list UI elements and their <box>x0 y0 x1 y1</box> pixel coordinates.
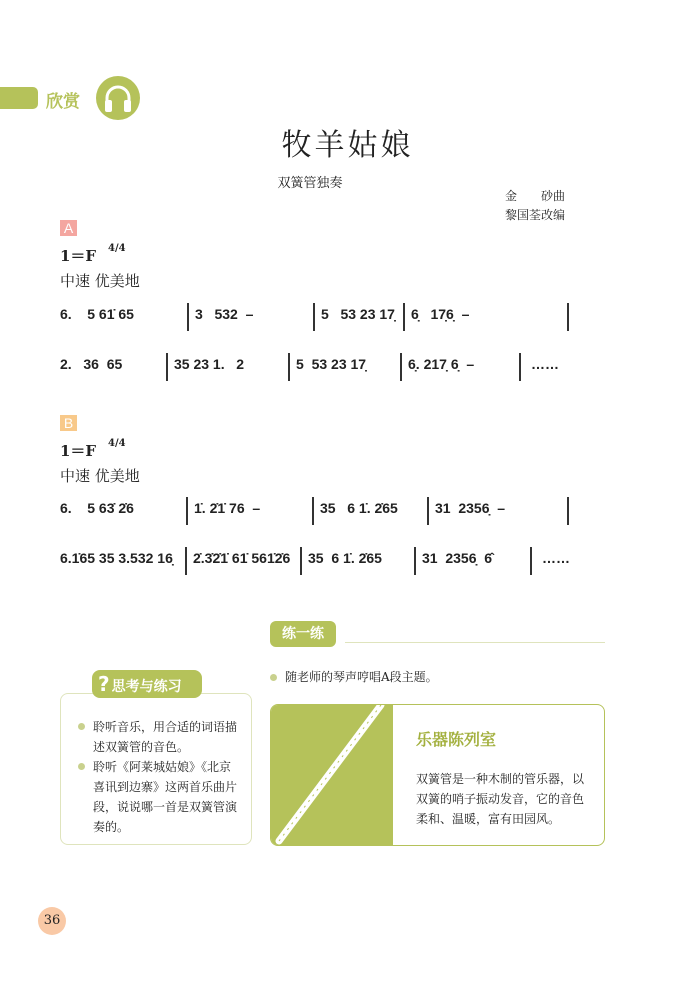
measure: 2̇.3̇2̇1̇ 61̇ 561̇2̇6 <box>193 550 291 566</box>
barline <box>185 547 187 575</box>
measure: 35 23 1. 2 <box>174 356 245 372</box>
headphone-icon <box>96 76 140 120</box>
barline <box>414 547 416 575</box>
instrument-title: 乐器陈列室 <box>416 730 497 749</box>
barline <box>300 547 302 575</box>
song-title: 牧羊姑娘 <box>281 128 414 163</box>
barline <box>312 497 314 525</box>
song-subtitle: 双簧管独奏 <box>277 176 343 191</box>
credits <box>505 187 565 225</box>
oboe-image <box>271 705 393 845</box>
measure: 6. 5 61̇ 65 <box>60 306 134 322</box>
page-number: 36 <box>38 907 66 935</box>
bullet-icon <box>78 723 85 730</box>
measure: 6. 5 63̇ 2̇6 <box>60 500 134 516</box>
barline <box>567 497 569 525</box>
barline <box>427 497 429 525</box>
continuation-mark: …… <box>542 550 570 566</box>
measure: 35 6 1̇. 2̇65 <box>320 500 398 516</box>
continuation-mark: …… <box>531 356 559 372</box>
barline <box>530 547 532 575</box>
measure: 31 2356̣ – <box>435 500 506 516</box>
time-signature: 4/4 <box>108 438 126 449</box>
question-icon: ? <box>98 672 110 696</box>
practice-item: 随老师的琴声哼唱A段主题。 <box>270 667 438 687</box>
barline <box>166 353 168 381</box>
think-list <box>78 717 238 837</box>
key-signature: 1＝F <box>60 442 97 460</box>
arranger: 黎国荃改编 <box>505 208 566 222</box>
barline <box>400 353 402 381</box>
barline <box>288 353 290 381</box>
measure: 5 53 23 17̣ <box>321 306 395 322</box>
tempo-marking: 中速 优美地 <box>60 467 140 485</box>
bullet-icon <box>78 763 85 770</box>
measure: 6.1̇65 35 3.532 16̣ <box>60 550 173 566</box>
think-heading: ? 思考与练习 <box>92 670 202 698</box>
measure: 5 53 23 17̣ <box>296 356 367 372</box>
barline <box>519 353 521 381</box>
practice-heading: 练一练 <box>270 621 336 647</box>
divider <box>345 642 605 643</box>
think-item: 聆听《阿莱城姑娘》《北京喜讯到边寨》这两首乐曲片段，说说哪一首是双簧管演奏的。 <box>78 757 238 837</box>
section-badge: B <box>60 415 77 431</box>
measure: 6̣. 217̣ 6̣ – <box>408 356 475 372</box>
section-label: 欣赏 <box>46 92 80 112</box>
measure: 3 532 – <box>195 306 254 322</box>
measure: 31 2356̣ 6̂ <box>422 550 493 566</box>
bullet-icon <box>270 674 277 681</box>
instrument-text: 双簧管是一种木制的管乐器，以双簧的哨子振动发音，它的音色柔和、温暖，富有田园风。 <box>416 772 585 826</box>
barline <box>186 497 188 525</box>
key-signature: 1＝F <box>60 247 97 265</box>
measure: 1̇. 2̇1̇ 76 – <box>194 500 261 516</box>
instrument-box <box>270 704 605 846</box>
think-item: 聆听音乐，用合适的词语描述双簧管的音色。 <box>78 717 238 757</box>
measure: 6̣ 17̣6̣ – <box>411 306 470 322</box>
barline <box>313 303 315 331</box>
time-signature: 4/4 <box>108 243 126 254</box>
tempo-marking: 中速 优美地 <box>60 272 140 290</box>
barline <box>403 303 405 331</box>
section-badge: A <box>60 220 77 236</box>
measure: 35 6 1̇. 2̇65 <box>308 550 382 566</box>
barline <box>187 303 189 331</box>
composer: 金 砂曲 <box>505 189 566 203</box>
measure: 2. 36 65 <box>60 356 123 372</box>
barline <box>567 303 569 331</box>
section-tab-bar <box>0 87 38 109</box>
